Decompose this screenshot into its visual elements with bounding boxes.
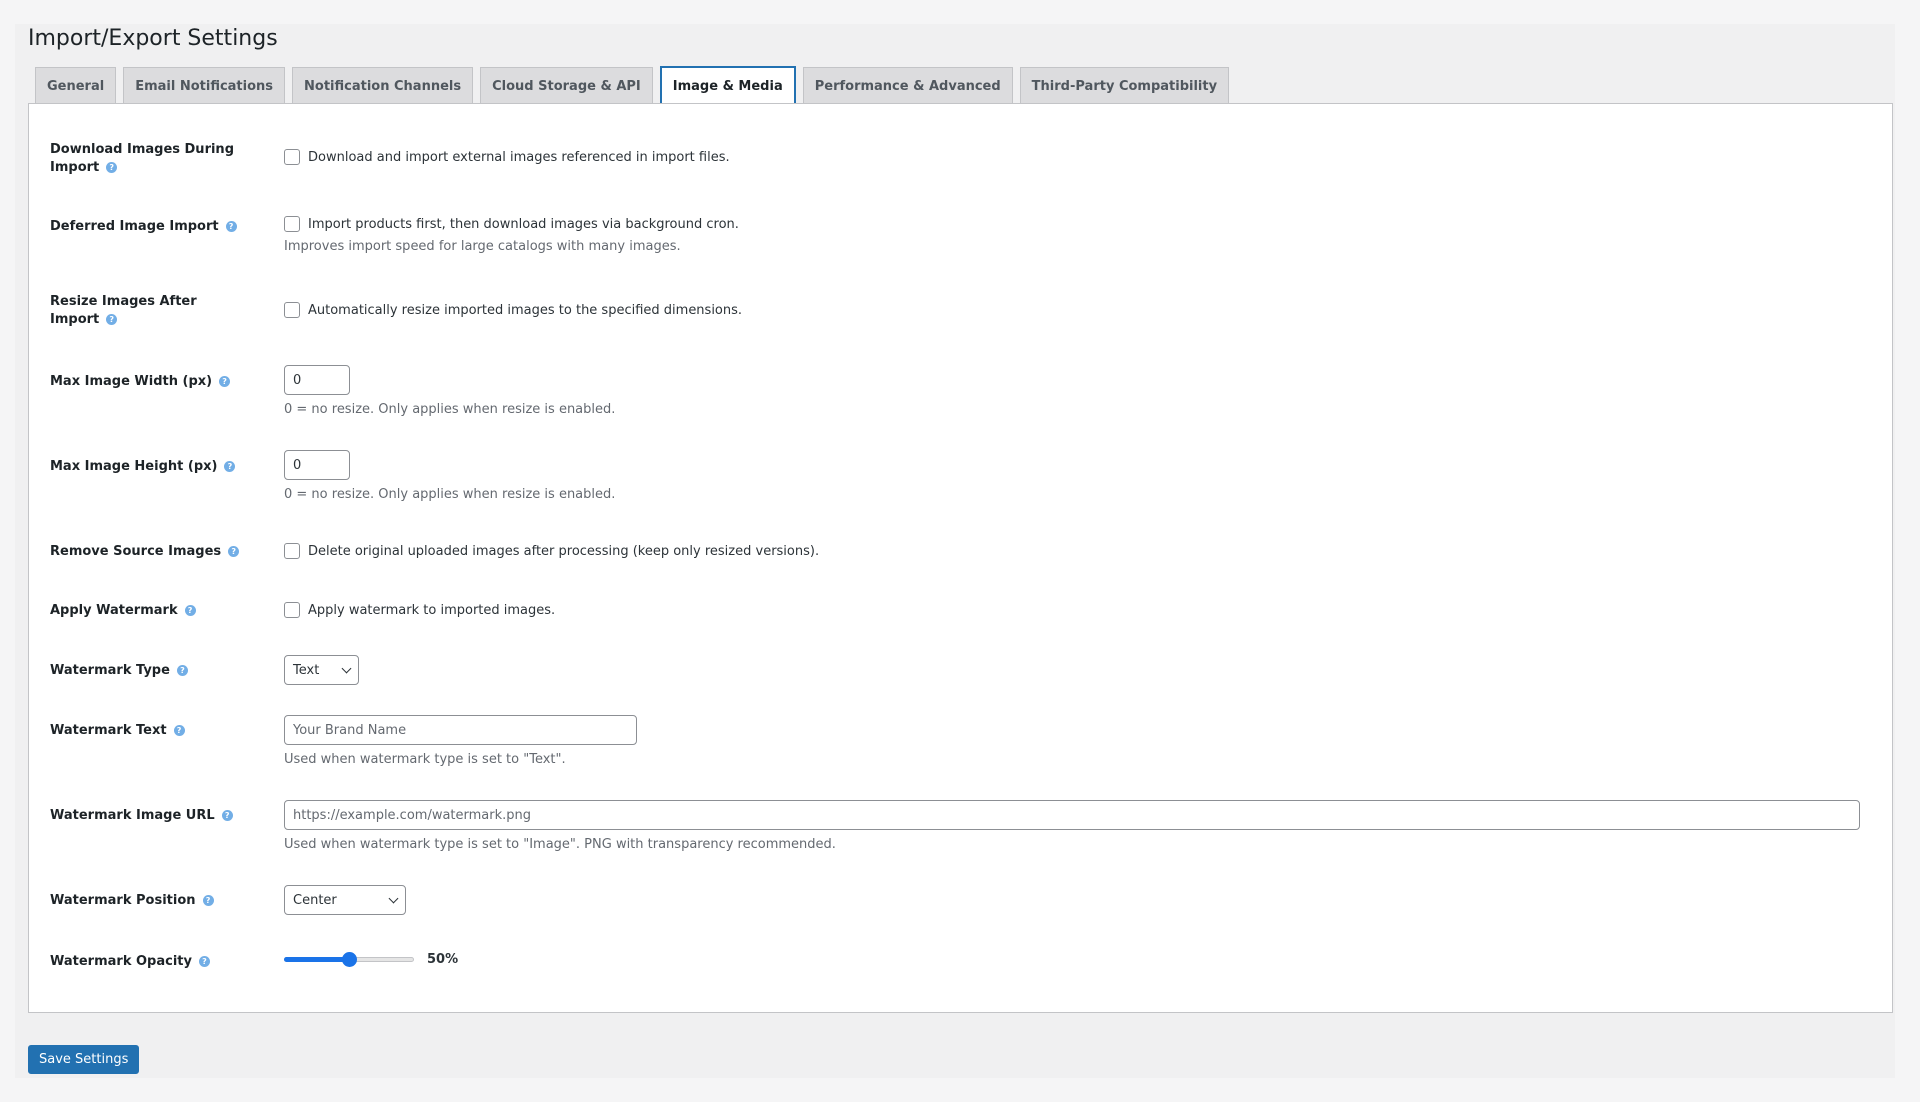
download-images-checkbox[interactable] [284,149,300,165]
tab-bar [35,67,1229,106]
max-height-description: 0 = no resize. Only applies when resize is enabled. [284,487,616,502]
download-images-checkbox-line[interactable] [284,149,730,165]
watermark-type-field [284,655,359,685]
watermark-position-select[interactable] [284,885,406,915]
watermark-position-selected: Center [293,892,337,908]
watermark-text-label: Watermark Text ? [50,722,250,740]
help-icon[interactable]: ? [106,314,117,325]
watermark-url-description: Used when watermark type is set to "Image". PNG with transparency recommended. [284,837,836,852]
apply-watermark-checkbox[interactable] [284,602,300,618]
settings-panel [28,103,1893,1013]
remove-source-checkbox-line[interactable] [284,543,819,559]
watermark-text-field [284,715,637,767]
chevron-down-icon [342,663,352,673]
apply-watermark-checkbox-text: Apply watermark to imported images. [308,602,556,618]
settings-wrap [15,24,1895,1078]
max-height-field [284,450,615,502]
max-width-input[interactable]: 0 [284,365,350,395]
max-width-description: 0 = no resize. Only applies when resize is enabled. [284,402,616,417]
watermark-type-select[interactable] [284,655,359,685]
deferred-import-checkbox[interactable] [284,216,300,232]
watermark-type-label: Watermark Type ? [50,662,250,680]
apply-watermark-field [284,602,555,618]
watermark-text-input[interactable]: Your Brand Name [284,715,637,745]
tab-cloud-storage-api[interactable]: Cloud Storage & API [480,67,653,104]
deferred-import-field [284,216,739,254]
remove-source-label: Remove Source Images ? [50,543,250,561]
help-icon[interactable]: ? [177,665,188,676]
resize-images-checkbox-text: Automatically resize imported images to the specified dimensions. [308,302,743,318]
resize-images-checkbox-line[interactable] [284,302,742,318]
save-settings-button[interactable]: Save Settings [28,1045,139,1074]
tab-notification-channels[interactable]: Notification Channels [292,67,473,104]
tab-email-notifications[interactable]: Email Notifications [123,67,285,104]
download-images-checkbox-text: Download and import external images referenced in import files. [308,149,730,165]
watermark-url-field [284,800,1860,852]
tab-general[interactable]: General [35,67,116,104]
tab-third-party-compatibility[interactable]: Third-Party Compatibility [1020,67,1229,104]
max-height-input[interactable]: 0 [284,450,350,480]
resize-images-label: Resize Images After Import ? [50,294,197,327]
help-icon[interactable]: ? [228,546,239,557]
slider-fill [284,957,349,962]
download-images-label: Download Images During Import ? [50,142,234,175]
max-height-label: Max Image Height (px) ? [50,458,250,476]
remove-source-checkbox[interactable] [284,543,300,559]
download-images-field [284,149,730,165]
page-title: Import/Export Settings [28,26,278,51]
remove-source-field [284,543,819,559]
watermark-position-field [284,885,406,915]
watermark-url-input[interactable]: https://example.com/watermark.png [284,800,1860,830]
watermark-opacity-label: Watermark Opacity ? [50,953,250,971]
watermark-opacity-value: 50% [427,952,459,967]
remove-source-checkbox-text: Delete original uploaded images after processing (keep only resized versions). [308,543,820,559]
help-icon[interactable]: ? [224,461,235,472]
watermark-text-description: Used when watermark type is set to "Text". [284,752,566,767]
help-icon[interactable]: ? [185,605,196,616]
slider-thumb[interactable] [342,952,357,967]
deferred-import-checkbox-line[interactable] [284,216,739,232]
help-icon[interactable]: ? [106,162,117,173]
help-icon[interactable]: ? [203,895,214,906]
deferred-import-label: Deferred Image Import ? [50,218,250,236]
watermark-opacity-slider[interactable] [284,950,414,968]
help-icon[interactable]: ? [219,376,230,387]
help-icon[interactable]: ? [226,221,237,232]
resize-images-field [284,302,742,318]
watermark-url-label: Watermark Image URL ? [50,807,250,825]
chevron-down-icon [389,893,399,903]
help-icon[interactable]: ? [174,725,185,736]
deferred-import-checkbox-text: Import products first, then download images via background cron. [308,216,739,232]
apply-watermark-checkbox-line[interactable] [284,602,555,618]
help-icon[interactable]: ? [199,956,210,967]
deferred-import-description: Improves import speed for large catalogs with many images. [284,239,681,254]
apply-watermark-label: Apply Watermark ? [50,602,250,620]
resize-images-checkbox[interactable] [284,302,300,318]
max-width-label: Max Image Width (px) ? [50,373,250,391]
max-width-field [284,365,615,417]
help-icon[interactable]: ? [222,810,233,821]
watermark-opacity-field [284,950,459,968]
tab-image-media[interactable]: Image & Media [660,66,796,106]
tab-performance-advanced[interactable]: Performance & Advanced [803,67,1013,104]
watermark-position-label: Watermark Position ? [50,892,250,910]
watermark-type-selected: Text [293,662,320,678]
